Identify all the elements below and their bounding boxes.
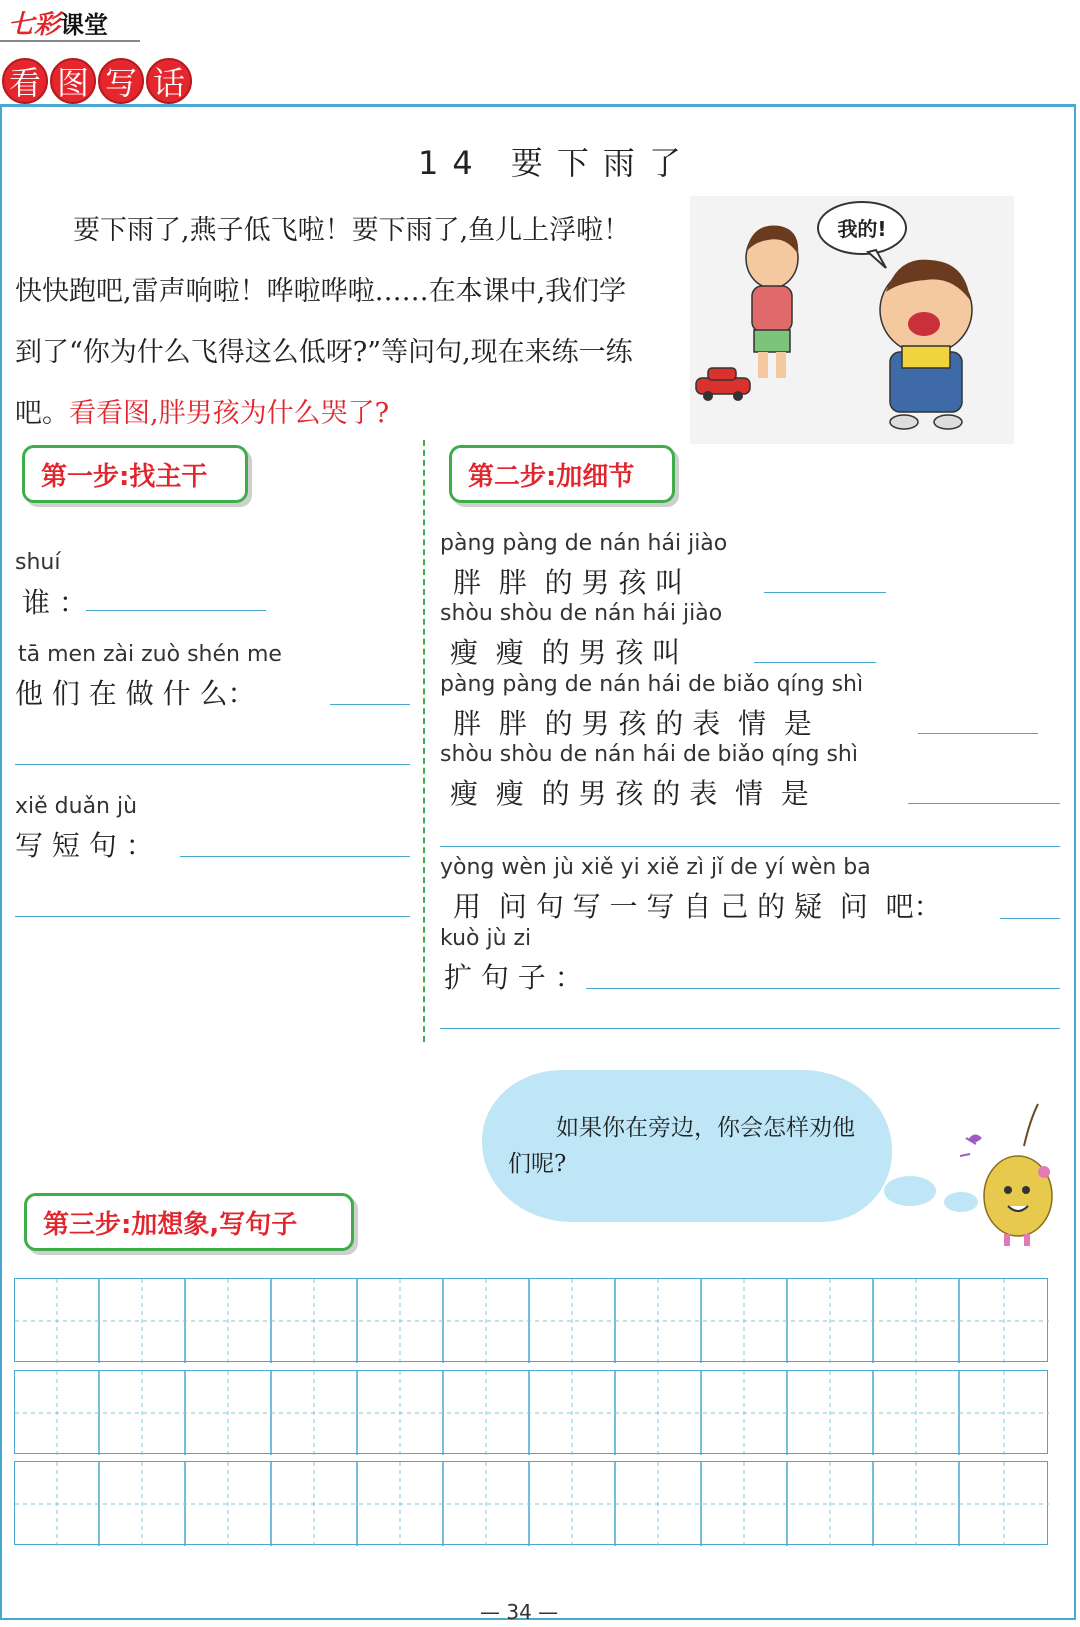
brand-name-part1: 七彩 bbox=[8, 10, 61, 40]
step1-who-text: 谁 ： bbox=[22, 586, 87, 619]
step1-extra-answer-line[interactable] bbox=[15, 764, 410, 765]
step2-expression-extra-line[interactable] bbox=[440, 846, 1060, 847]
step1-doing-text: 他 们 在 做 什 么： bbox=[15, 677, 256, 710]
speech-bubble-text: 我的! bbox=[837, 217, 887, 241]
thought-cloud-puff bbox=[884, 1176, 936, 1206]
pear-mascot-icon bbox=[960, 1100, 1070, 1250]
step2-fat-expression-answer-line[interactable] bbox=[918, 733, 1038, 734]
brand-logo bbox=[8, 4, 108, 41]
step1-label: 第一步:找主干 bbox=[22, 445, 248, 503]
writing-grid-row-3[interactable] bbox=[14, 1461, 1048, 1545]
step2-fat-name-pinyin: pàng pàng de nán hái jiào bbox=[440, 531, 728, 556]
step2-fat-expression-text: 胖 胖 的 男 孩 的 表 情 是 bbox=[453, 707, 812, 740]
page-number: — 34 — bbox=[480, 1600, 559, 1624]
section-title-char: 看 bbox=[2, 58, 48, 104]
step2-thin-expression-text: 瘦 瘦 的 男 孩 的 表 情 是 bbox=[450, 777, 809, 810]
brand-underline bbox=[0, 40, 140, 42]
step1-short-sentence-extra-line[interactable] bbox=[15, 916, 410, 917]
step2-question-text: 用 问 句 写 一 写 自 己 的 疑 问 吧： bbox=[453, 890, 942, 923]
lesson-title: 14 要下雨了 bbox=[418, 144, 695, 182]
step1-short-sentence-answer-line[interactable] bbox=[180, 856, 410, 857]
step2-thin-name-pinyin: shòu shòu de nán hái jiào bbox=[440, 601, 723, 626]
section-title-char: 写 bbox=[98, 58, 144, 104]
step2-thin-name-text: 瘦 瘦 的 男 孩 叫 bbox=[450, 636, 681, 669]
section-title-char: 图 bbox=[50, 58, 96, 104]
section-title bbox=[2, 58, 192, 104]
grid-lines bbox=[15, 1462, 1049, 1546]
step1-doing-pinyin: tā men zài zuò shén me bbox=[18, 642, 282, 667]
step2-fat-name-text: 胖 胖 的 男 孩 叫 bbox=[453, 566, 684, 599]
step2-expand-answer-line[interactable] bbox=[586, 988, 1060, 989]
grid-lines bbox=[15, 1371, 1049, 1455]
cloud-question: 如果你在旁边，你会怎样劝他们呢? bbox=[508, 1115, 855, 1177]
step2-expand-pinyin: kuò jù zi bbox=[440, 926, 532, 951]
writing-grid-row-2[interactable] bbox=[14, 1370, 1048, 1454]
step2-fat-name-answer-line[interactable] bbox=[764, 592, 886, 593]
intro-text: 要下雨了,燕子低飞啦！要下雨了,鱼儿上浮啦！快快跑吧,雷声响啦！哗啦哗啦……在本课中,我们学到了“你为什么飞得这么低呀?”等问句,现在来练一练吧。 bbox=[15, 215, 633, 429]
step1-who-answer-line[interactable] bbox=[86, 610, 266, 611]
step1-doing-answer-line[interactable] bbox=[330, 704, 410, 705]
step2-label: 第二步:加细节 bbox=[449, 445, 675, 503]
brand-name-part2: 课堂 bbox=[60, 10, 109, 39]
step2-thin-expression-answer-line[interactable] bbox=[908, 803, 1060, 804]
step1-who-pinyin: shuí bbox=[15, 550, 61, 575]
step2-thin-expression-pinyin: shòu shòu de nán hái de biǎo qíng shì bbox=[440, 742, 858, 767]
step2-expand-text: 扩 句 子 ： bbox=[444, 961, 583, 994]
step2-fat-expression-pinyin: pàng pàng de nán hái de biǎo qíng shì bbox=[440, 672, 864, 697]
intro-question: 看看图,胖男孩为什么哭了? bbox=[69, 398, 390, 429]
step2-expand-extra-line[interactable] bbox=[440, 1028, 1060, 1029]
section-title-char: 话 bbox=[146, 58, 192, 104]
step2-question-answer-line[interactable] bbox=[1000, 918, 1060, 919]
step1-short-sentence-text: 写 短 句 ： bbox=[15, 829, 154, 862]
column-divider bbox=[423, 440, 425, 1042]
step2-question-pinyin: yòng wèn jù xiě yi xiě zì jǐ de yí wèn ba bbox=[440, 855, 871, 880]
two-boys-illustration bbox=[690, 196, 1014, 444]
illustration bbox=[690, 196, 1014, 444]
writing-grid-row-1[interactable] bbox=[14, 1278, 1048, 1362]
intro-paragraph bbox=[15, 200, 650, 444]
step3-label: 第三步:加想象,写句子 bbox=[24, 1193, 354, 1251]
grid-lines bbox=[15, 1279, 1049, 1363]
step1-short-sentence-pinyin: xiě duǎn jù bbox=[15, 794, 138, 819]
step2-thin-name-answer-line[interactable] bbox=[754, 662, 876, 663]
